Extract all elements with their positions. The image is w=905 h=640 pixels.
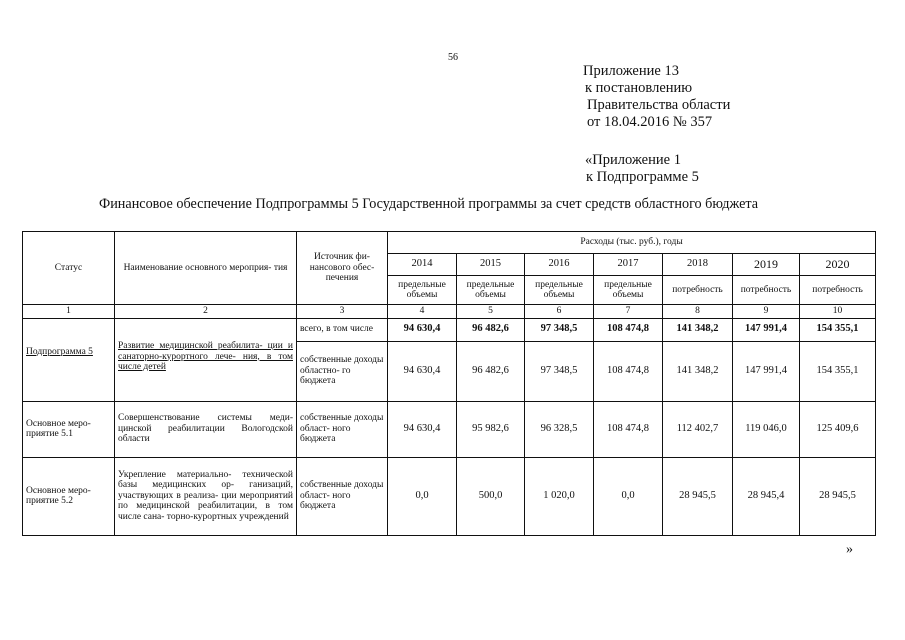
value-cell: 154 355,1	[800, 341, 876, 401]
appendix-sub-block	[585, 152, 699, 186]
name-cell: Укрепление материально- технической базы медицинских ор- ганизаций, участвующих в реализа- ции мероприятий по медицинской реабилитации, в том числе сана- торно-курортных учреждений	[115, 457, 297, 535]
table-row	[23, 318, 876, 341]
value-cell: 108 474,8	[594, 318, 663, 341]
value-cell: 96 482,6	[457, 318, 525, 341]
name-cell	[115, 341, 297, 401]
value-cell: 119 046,0	[733, 401, 800, 457]
header-year: 2016	[525, 254, 594, 276]
page-number: 56	[448, 52, 458, 63]
column-number: 7	[594, 305, 663, 319]
table-row	[23, 401, 876, 457]
status-cell: Основное меро- приятие 5.1	[23, 401, 115, 457]
table-row	[23, 341, 876, 401]
header-type: потребность	[663, 276, 733, 305]
header-year: 2018	[663, 254, 733, 276]
value-cell: 94 630,4	[388, 341, 457, 401]
name-cell: Совершенствование системы меди- цинской реабилитации Вологодской области	[115, 401, 297, 457]
value-cell: 97 348,5	[525, 318, 594, 341]
document-title: Финансовое обеспечение Подпрограммы 5 Государственной программы за счет средств областного бюджета	[99, 196, 759, 212]
header-type: предельные объемы	[457, 276, 525, 305]
source-cell: собственные доходы областно- го бюджета	[297, 341, 388, 401]
value-cell: 28 945,5	[663, 457, 733, 535]
header-type: потребность	[733, 276, 800, 305]
column-number: 1	[23, 305, 115, 319]
value-cell: 141 348,2	[663, 318, 733, 341]
appendix-sub-line: «Приложение 1	[585, 152, 681, 168]
value-cell: 125 409,6	[800, 401, 876, 457]
value-cell: 112 402,7	[663, 401, 733, 457]
table-row	[23, 457, 876, 535]
value-cell: 97 348,5	[525, 341, 594, 401]
header-type: предельные объемы	[594, 276, 663, 305]
appendix-line: Правительства области	[587, 97, 731, 113]
header-year: 2014	[388, 254, 457, 276]
name-text: Развитие медицинской реабилита- ции и санаторно-курортного лече- ния, в том числе детей	[118, 341, 293, 372]
header-type: предельные объемы	[525, 276, 594, 305]
column-number: 3	[297, 305, 388, 319]
header-status: Статус	[23, 232, 115, 305]
value-cell: 108 474,8	[594, 341, 663, 401]
column-number: 8	[663, 305, 733, 319]
closing-quote: »	[846, 542, 853, 557]
value-cell: 94 630,4	[388, 318, 457, 341]
value-cell: 147 991,4	[733, 341, 800, 401]
appendix-line: от 18.04.2016 № 357	[587, 114, 713, 130]
header-year: 2017	[594, 254, 663, 276]
source-cell: всего, в том числе	[297, 318, 388, 341]
header-year: 2019	[733, 254, 800, 276]
column-number: 4	[388, 305, 457, 319]
value-cell: 1 020,0	[525, 457, 594, 535]
status-cell	[23, 341, 115, 401]
value-cell: 147 991,4	[733, 318, 800, 341]
value-cell: 96 328,5	[525, 401, 594, 457]
value-cell: 154 355,1	[800, 318, 876, 341]
status-cell: Основное меро- приятие 5.2	[23, 457, 115, 535]
header-row	[23, 232, 876, 254]
column-number: 2	[115, 305, 297, 319]
header-expenses: Расходы (тыс. руб.), годы	[388, 232, 876, 254]
appendix-line: к постановлению	[585, 80, 693, 96]
appendix-sub-line: к Подпрограмме 5	[586, 169, 699, 185]
value-cell: 141 348,2	[663, 341, 733, 401]
appendix-line: Приложение 13	[583, 63, 679, 79]
status-link: Подпрограмма 5	[26, 347, 93, 357]
source-cell: собственные доходы област- ного бюджета	[297, 457, 388, 535]
value-cell: 500,0	[457, 457, 525, 535]
column-number: 9	[733, 305, 800, 319]
header-year: 2020	[800, 254, 876, 276]
column-number: 10	[800, 305, 876, 319]
value-cell: 0,0	[388, 457, 457, 535]
header-name: Наименование основного мероприя- тия	[115, 232, 297, 305]
value-cell: 96 482,6	[457, 341, 525, 401]
header-type: предельные объемы	[388, 276, 457, 305]
column-numbers-row	[23, 305, 876, 319]
column-number: 6	[525, 305, 594, 319]
value-cell: 94 630,4	[388, 401, 457, 457]
value-cell: 28 945,4	[733, 457, 800, 535]
financing-table	[22, 231, 876, 536]
value-cell: 28 945,5	[800, 457, 876, 535]
appendix-block	[583, 63, 730, 131]
header-source: Источник фи- нансового обес- печения	[297, 232, 388, 305]
value-cell: 0,0	[594, 457, 663, 535]
value-cell: 108 474,8	[594, 401, 663, 457]
value-cell: 95 982,6	[457, 401, 525, 457]
column-number: 5	[457, 305, 525, 319]
header-type: потребность	[800, 276, 876, 305]
header-year: 2015	[457, 254, 525, 276]
source-cell: собственные доходы област- ного бюджета	[297, 401, 388, 457]
